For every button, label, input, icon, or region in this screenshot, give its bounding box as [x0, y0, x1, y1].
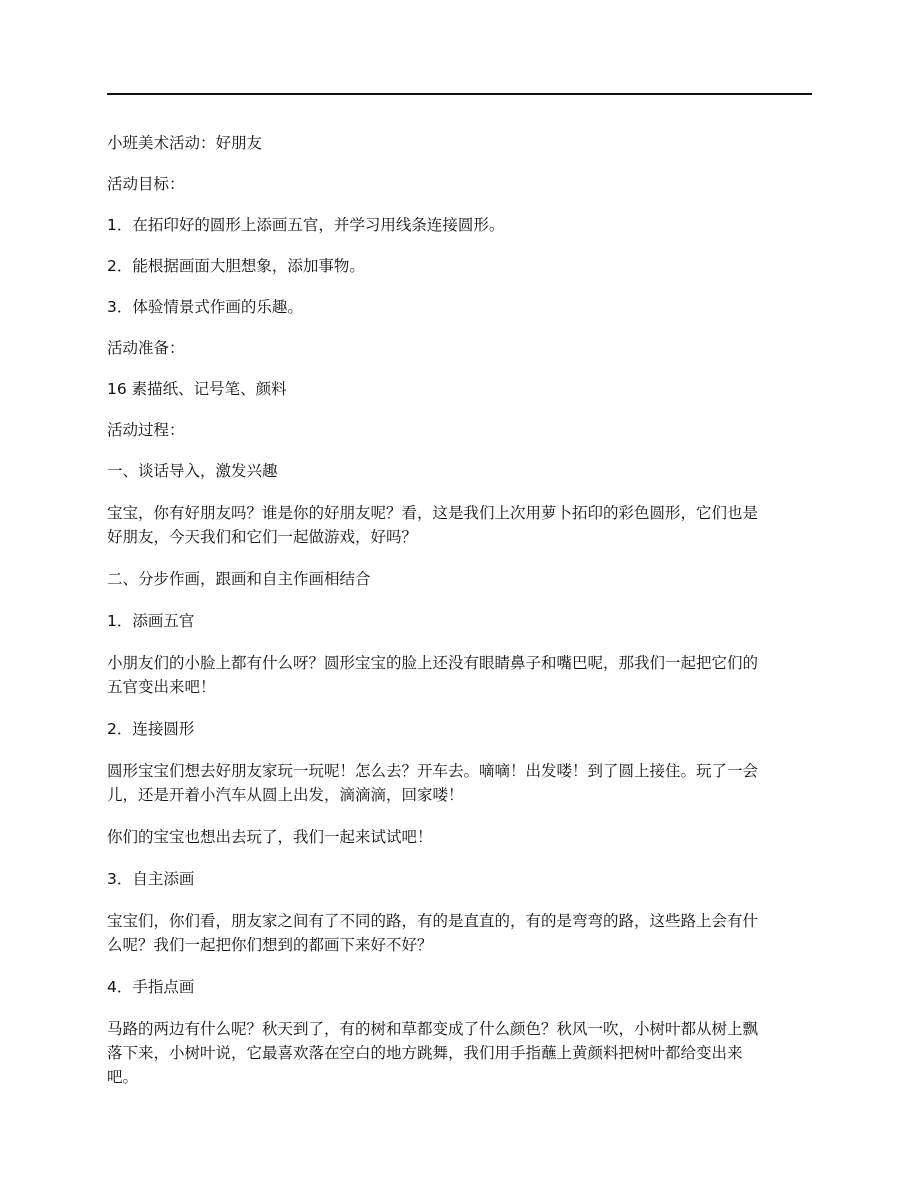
step4-heading: 4．手指点画	[107, 978, 195, 996]
step2-text: 圆形宝宝们想去好朋友家玩一玩呢！怎么去？开车去。嘀嘀！出发喽！到了圆上接住。玩了一会儿，还是开着小汽车从圆上出发，滴滴滴，回家喽！	[107, 762, 759, 804]
step3-text: 宝宝们，你们看，朋友家之间有了不同的路，有的是直直的，有的是弯弯的路，这些路上会有什么呢？我们一起把你们想到的都画下来好不好？	[107, 912, 759, 954]
preparation-text: 16 素描纸、记号笔、颜料	[107, 380, 287, 398]
step3-heading: 3．自主添画	[107, 870, 195, 888]
step2-text2: 你们的宝宝也想出去玩了，我们一起来试试吧！	[107, 828, 433, 846]
objective-item: 2．能根据画面大胆想象，添加事物。	[107, 257, 365, 275]
objective-item: 1．在拓印好的圆形上添画五官，并学习用线条连接圆形。	[107, 216, 505, 234]
header-rule	[107, 93, 812, 95]
step1-heading: 1．添画五官	[107, 612, 195, 630]
objective-item: 3．体验情景式作画的乐趣。	[107, 298, 303, 316]
process-heading: 活动过程：	[107, 421, 185, 439]
section1-heading: 一、谈话导入，激发兴趣	[107, 462, 278, 480]
objectives-heading: 活动目标：	[107, 175, 185, 193]
step2-heading: 2．连接圆形	[107, 720, 195, 738]
step1-text: 小朋友们的小脸上都有什么呀？圆形宝宝的脸上还没有眼睛鼻子和嘴巴呢，那我们一起把它们的五官变出来吧！	[107, 654, 759, 696]
step4-text: 马路的两边有什么呢？秋天到了，有的树和草都变成了什么颜色？秋风一吹，小树叶都从树上飘落下来，小树叶说，它最喜欢落在空白的地方跳舞，我们用手指蘸上黄颜料把树叶都给变出来吧。	[107, 1020, 759, 1086]
preparation-heading: 活动准备：	[107, 339, 185, 357]
document-body	[107, 131, 772, 1089]
document-title: 小班美术活动：好朋友	[107, 134, 263, 152]
section1-text: 宝宝，你有好朋友吗？谁是你的好朋友呢？看，这是我们上次用萝卜拓印的彩色圆形，它们也是好朋友，今天我们和它们一起做游戏，好吗？	[107, 504, 759, 546]
section2-heading: 二、分步作画，跟画和自主作画相结合	[107, 570, 371, 588]
